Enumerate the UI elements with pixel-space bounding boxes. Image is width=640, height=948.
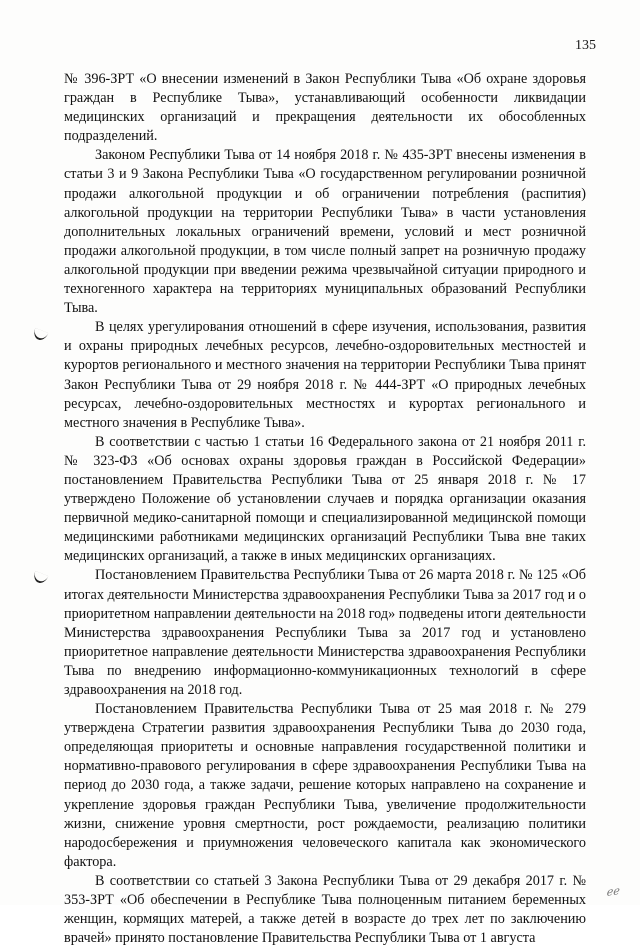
paragraph-ministry-results: Постановлением Правительства Республики Тыва от 26 марта 2018 г. № 125 «Об итогах деятельности Министерства здравоохранения Республики Тыва за 2017 год и о приоритетном направлении деятельности на 2018 год» подведены итоги деятельности Министерства здравоохранения Республики Тыва за 2017 год и установлено приоритетное направление деятельности Министерства здравоохранения Республики Тыва по внедрению информационно-коммуникационных технологий в сфере здравоохранения на 2018 год. [64,567,587,698]
margin-mark [32,571,49,586]
paragraph-nutrition-law: В соответствии со статьей 3 Закона Республики Тыва от 29 декабря 2017 г. № 353-ЗРТ «Об обеспечении в Республике Тыва полноценным питанием беременных женщин, кормящих матерей, а также детей в возрасте до трех лет по заключению врачей» принято постановление Правительства Республики Тыва от 1 августа [64,872,586,947]
document-body [64,70,586,948]
paragraph-continuation: № 396-ЗРТ «О внесении изменений в Закон Республики Тыва «Об охране здоровья граждан в Республике Тыва», устанавливающий особенности ликвидации медицинских организаций и прекращения деятельности их обособленных подразделений. [64,71,586,145]
margin-mark [32,328,49,343]
page-number: 135 [575,38,596,53]
paragraph-health-strategy: Постановлением Правительства Республики Тыва от 25 мая 2018 г. № 279 утверждена Стратегии развития здравоохранения Республики Тыва до 2030 года, определяющая приоритеты и основные направления государственной политики и нормативно-правового регулирования в сфере здравоохранения Республики Тыва на период до 2030 года, а также задачи, решение которых направлено на сохранение и укрепление здоровья граждан Республики Тыва, увеличение продолжительности жизни, снижение уровня смертности, рост рождаемости, реализацию политики народосбережения и приумножения человеческого капитала как экономического фактора. [64,701,586,870]
paragraph-medical-care-regulation: В соответствии с частью 1 статьи 16 Федерального закона от 21 ноября 2011 г. № 323-ФЗ «Об основах охраны здоровья граждан в Российской Федерации» постановлением Правительства Республики Тыва от 25 января 2018 г. № 17 утверждено Положение об установлении случаев и порядка организации оказания первичной медико-санитарной помощи и специализированной медицинской помощи медицинскими работниками медицинских организаций Республики Тыва вне таких медицинских организаций, а также в иных медицинских организациях. [64,433,586,565]
handwritten-mark: ℯℯ [605,884,620,899]
paragraph-natural-resources-law: В целях урегулирования отношений в сфере изучения, использования, развития и охраны природных лечебных ресурсов, лечебно-оздоровительных местностей и курортов регионального и местного значения на территории Республики Тыва принят Закон Республики Тыва от 29 ноября 2018 г. № 444-ЗРТ «О природных лечебных ресурсах, лечебно-оздоровительных местностях и курортах регионального и местного значения в Республике Тыва». [64,319,586,431]
paragraph-alcohol-law: Законом Республики Тыва от 14 ноября 2018 г. № 435-ЗРТ внесены изменения в статьи 3 и 9 Закона Республики Тыва «О государственном регулировании розничной продажи алкогольной продукции и об ограничении потребления (распития) алкогольной продукции на территории Республики Тыва» в части установления дополнительных локальных ограничений времени, условий и мест розничной продажи алкогольной продукции, в том числе полный запрет на розничную продажу алкогольной продукции при введении режима чрезвычайной ситуации природного и техногенного характера на территориях муниципальных образований Республики Тыва. [64,147,586,317]
